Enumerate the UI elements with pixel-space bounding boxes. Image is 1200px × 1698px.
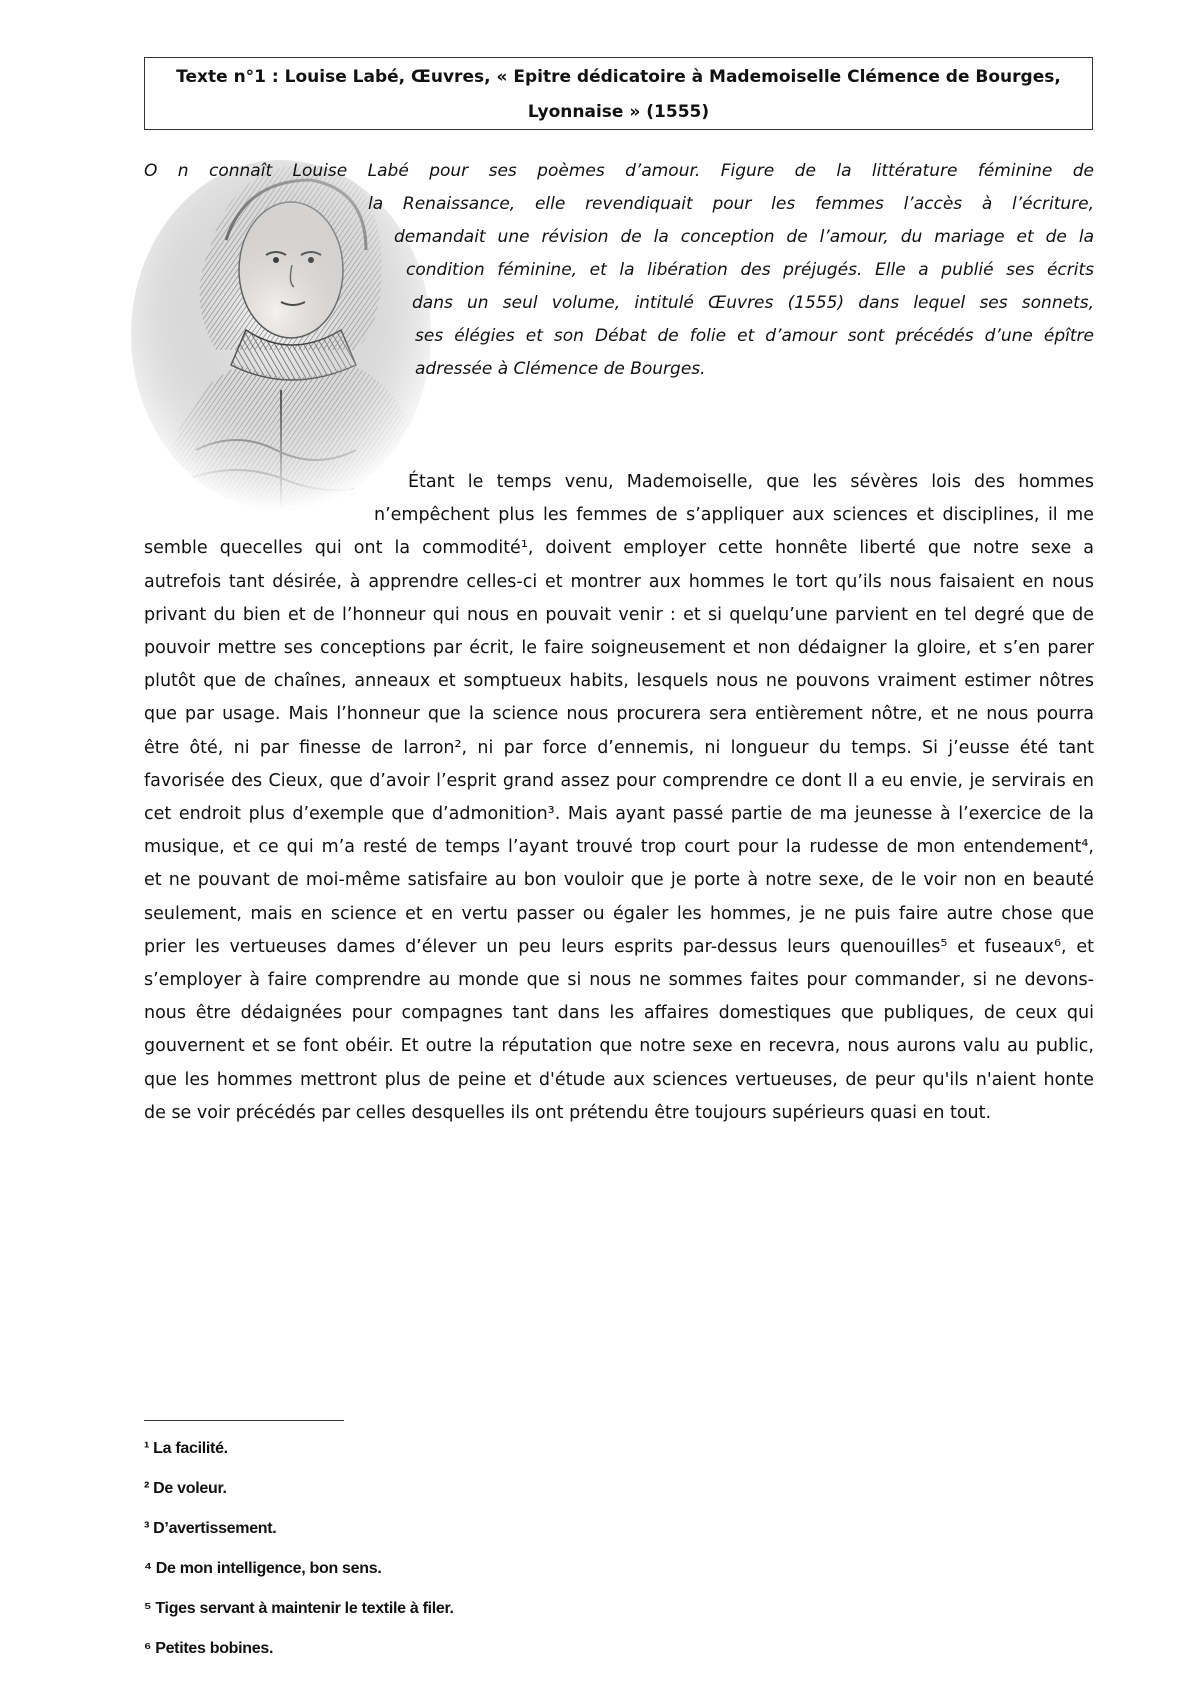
body-line: que les hommes mettront plus de peine et d'étude aux sciences vertueuses, de peur qu'ils n'aient honte [144,1069,1094,1090]
body-line: et ne pouvant de moi-même satisfaire au bon vouloir que je porte à notre sexe, de le voir non en beauté [144,870,1094,891]
intro-line: la Renaissance, elle revendiquait pour les femmes l’accès à l’écriture, [368,194,1094,214]
intro-line: O n connaît Louise Labé pour ses poèmes d’amour. Figure de la littérature féminine de [144,161,1094,181]
footnote-4: ⁴ De mon intelligence, bon sens. [144,1560,382,1577]
footnote-2: ² De voleur. [144,1480,227,1497]
footnote-5: ⁵ Tiges servant à maintenir le textile à filer. [144,1600,454,1617]
body-line: nous être dédaignées pour compagnes tant dans les affaires domestiques que publiques, de ceux qui [144,1003,1094,1024]
body-line: privant du bien et de l’honneur qui nous en pouvait venir : et si quelqu’une parvient en tel degré que de [144,604,1094,625]
body-line: s’employer à faire comprendre au monde que si nous ne sommes faites pour commander, si ne devons- [144,970,1094,990]
body-line: Étant le temps venu, Mademoiselle, que les sévères lois des hommes [408,472,1094,492]
body-line: que par usage. Mais l’honneur que la science nous procurera sera entièrement nôtre, et ne nous pourra [144,704,1094,725]
body-line: cet endroit plus d’exemple que d’admonition³. Mais ayant passé partie de ma jeunesse à l’exercice de la [144,804,1094,824]
body-line: autrefois tant désirée, à apprendre celles-ci et montrer aux hommes le tort qu’ils nous faisaient en nous [144,571,1094,592]
intro-line: demandait une révision de la conception de l’amour, du mariage et de la [394,227,1094,247]
intro-line: condition féminine, et la libération des préjugés. Elle a publié ses écrits [406,260,1094,280]
body-line: gouvernent et se font obéir. Et outre la réputation que notre sexe en recevra, nous aurons valu au public, [144,1036,1094,1057]
body-line: prier les vertueuses dames d’élever un peu leurs esprits par-dessus leurs quenouilles⁵ et fuseaux⁶, et [144,936,1094,957]
footnote-3: ³ D’avertissement. [144,1520,277,1537]
body-line: être ôté, ni par finesse de larron², ni par force d’ennemis, ni longueur du temps. Si j’eusse été tant [144,737,1094,758]
footnote-separator [144,1420,344,1421]
footnote-6: ⁶ Petites bobines. [144,1640,274,1657]
body-line: n’empêchent plus les femmes de s’appliquer aux sciences et disciplines, il me [374,505,1094,526]
body-line: de se voir précédés par celles desquelles ils ont prétendu être toujours supérieurs quasi en tout. [144,1102,992,1123]
title-box [144,57,1093,130]
intro-line: adressée à Clémence de Bourges. [415,359,706,379]
title-line-1: Texte n°1 : Louise Labé, Œuvres, « Epitre dédicatoire à Mademoiselle Clémence de Bourges, [176,67,1061,87]
intro-line: ses élégies et son Débat de folie et d’amour sont précédés d’une épître [415,326,1094,346]
body-line: pouvoir mettre ses conceptions par écrit, le faire soigneusement et non dédaigner la gloire, et s’en parer [144,638,1094,658]
body-line: seulement, mais en science et en vertu passer ou égaler les hommes, je ne puis faire autre chose que [144,903,1094,924]
body-line: plutôt que de chaînes, anneaux et somptueux habits, lesquels nous ne pouvons vraiment estimer nôtres [144,671,1094,692]
footnote-1: ¹ La facilité. [144,1440,228,1457]
intro-line: dans un seul volume, intitulé Œuvres (1555) dans lequel ses sonnets, [412,293,1094,313]
body-line: musique, et ce qui m’a resté de temps l’ayant trouvé trop court pour la rudesse de mon entendement⁴, [144,837,1094,858]
title-line-2: Lyonnaise » (1555) [527,102,710,122]
body-line: semble quecelles qui ont la commodité¹, doivent employer cette honnête liberté que notre sexe a [144,538,1094,559]
body-line: favorisée des Cieux, que d’avoir l’esprit grand assez pour comprendre ce dont Il a eu envie, je servirais en [144,770,1094,791]
